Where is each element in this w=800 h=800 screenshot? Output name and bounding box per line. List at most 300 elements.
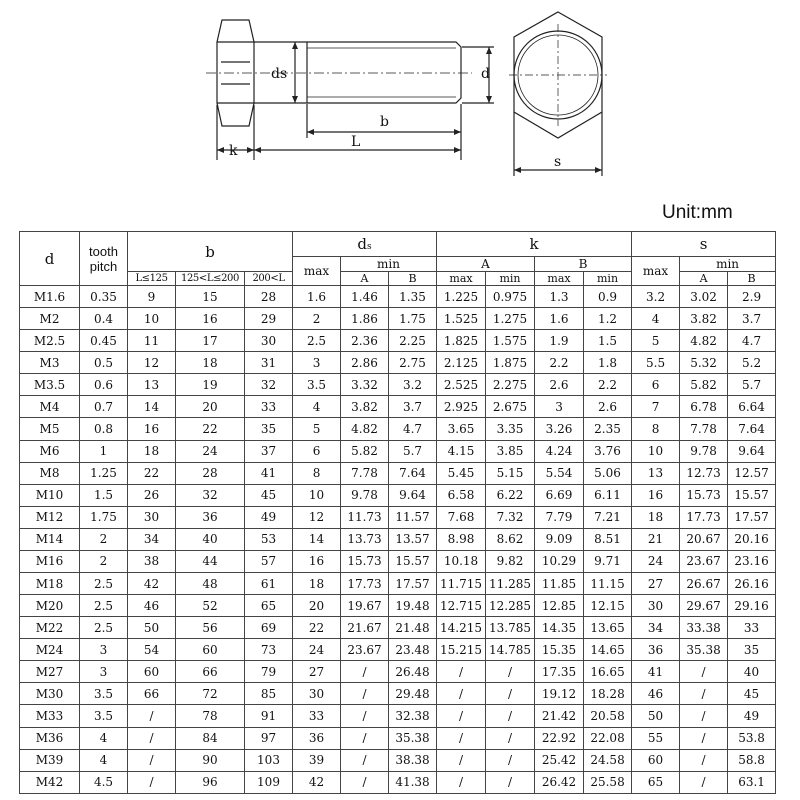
header-k-b-min: min: [584, 272, 632, 286]
table-cell: 23.67: [680, 550, 728, 572]
table-cell: M27: [20, 661, 80, 683]
table-cell: 23.48: [389, 639, 437, 661]
table-cell: 10.29: [535, 550, 584, 572]
table-cell: 1.35: [389, 286, 437, 308]
table-cell: 28: [176, 462, 245, 484]
table-cell: 19.12: [535, 683, 584, 705]
table-cell: 14.785: [486, 639, 535, 661]
table-cell: 22: [293, 617, 341, 639]
table-cell: 3.02: [680, 286, 728, 308]
table-cell: 52: [176, 595, 245, 617]
table-cell: M12: [20, 506, 80, 528]
table-cell: 65: [632, 771, 680, 793]
table-cell: 1.5: [80, 484, 128, 506]
table-cell: 26.48: [389, 661, 437, 683]
table-cell: 18: [293, 573, 341, 595]
table-cell: /: [486, 705, 535, 727]
table-cell: 4.82: [341, 418, 389, 440]
table-cell: 35: [728, 639, 776, 661]
table-cell: 13.65: [584, 617, 632, 639]
table-cell: 7.64: [728, 418, 776, 440]
table-cell: 7.78: [341, 462, 389, 484]
table-cell: 19.67: [341, 595, 389, 617]
table-cell: 7: [632, 396, 680, 418]
table-cell: 0.8: [80, 418, 128, 440]
table-cell: M42: [20, 771, 80, 793]
table-row: [20, 528, 776, 550]
table-cell: 5.45: [437, 462, 486, 484]
header-ds-max: max: [293, 257, 341, 286]
table-cell: /: [128, 749, 176, 771]
table-cell: 38.38: [389, 749, 437, 771]
table-cell: 39: [293, 749, 341, 771]
table-cell: 17.57: [389, 573, 437, 595]
table-cell: /: [341, 771, 389, 793]
table-cell: 2.9: [728, 286, 776, 308]
table-cell: 1.575: [486, 330, 535, 352]
header-s-min-b: B: [728, 272, 776, 286]
table-cell: M33: [20, 705, 80, 727]
table-cell: 2.25: [389, 330, 437, 352]
table-cell: 96: [176, 771, 245, 793]
table-cell: 5.7: [728, 374, 776, 396]
table-row: [20, 418, 776, 440]
table-cell: 2.75: [389, 352, 437, 374]
table-cell: 0.6: [80, 374, 128, 396]
table-cell: 29: [245, 308, 293, 330]
table-cell: 1: [80, 440, 128, 462]
table-cell: 11.85: [535, 573, 584, 595]
header-ds: ds: [293, 232, 437, 257]
table-row: [20, 617, 776, 639]
table-cell: /: [437, 661, 486, 683]
table-cell: 53.8: [728, 727, 776, 749]
table-cell: 40: [728, 661, 776, 683]
table-cell: 63.1: [728, 771, 776, 793]
table-cell: 45: [728, 683, 776, 705]
table-row: [20, 749, 776, 771]
table-cell: /: [128, 771, 176, 793]
table-cell: 2.275: [486, 374, 535, 396]
table-cell: 66: [128, 683, 176, 705]
table-cell: /: [128, 705, 176, 727]
table-cell: 9: [128, 286, 176, 308]
table-cell: 78: [176, 705, 245, 727]
table-cell: 16: [176, 308, 245, 330]
table-cell: 9.64: [728, 440, 776, 462]
table-cell: 4.24: [535, 440, 584, 462]
table-cell: 33: [245, 396, 293, 418]
table-cell: 69: [245, 617, 293, 639]
table-cell: 4: [632, 308, 680, 330]
table-cell: 26.42: [535, 771, 584, 793]
table-cell: 22: [176, 418, 245, 440]
table-cell: 91: [245, 705, 293, 727]
table-cell: 10: [632, 440, 680, 462]
table-cell: 1.225: [437, 286, 486, 308]
table-cell: 7.64: [389, 462, 437, 484]
table-cell: 7.21: [584, 506, 632, 528]
table-cell: 36: [176, 506, 245, 528]
table-cell: 11.15: [584, 573, 632, 595]
table-cell: 12.285: [486, 595, 535, 617]
table-cell: M30: [20, 683, 80, 705]
table-cell: 22: [128, 462, 176, 484]
table-cell: 50: [632, 705, 680, 727]
table-cell: 3.2: [389, 374, 437, 396]
table-cell: 6.58: [437, 484, 486, 506]
table-cell: 2.2: [535, 352, 584, 374]
table-cell: /: [341, 661, 389, 683]
table-cell: 26: [128, 484, 176, 506]
table-cell: 1.46: [341, 286, 389, 308]
header-k-a-min: min: [486, 272, 535, 286]
table-cell: 2.125: [437, 352, 486, 374]
table-cell: 20.58: [584, 705, 632, 727]
table-cell: M22: [20, 617, 80, 639]
table-cell: 1.86: [341, 308, 389, 330]
table-cell: 50: [128, 617, 176, 639]
table-cell: 9.64: [389, 484, 437, 506]
table-cell: 33.38: [680, 617, 728, 639]
table-cell: /: [486, 683, 535, 705]
table-row: [20, 661, 776, 683]
table-cell: /: [437, 683, 486, 705]
table-cell: M4: [20, 396, 80, 418]
table-cell: 10.18: [437, 550, 486, 572]
table-row: [20, 683, 776, 705]
table-cell: 24: [293, 639, 341, 661]
table-cell: 3.26: [535, 418, 584, 440]
table-cell: /: [680, 661, 728, 683]
table-row: [20, 374, 776, 396]
table-cell: 2.5: [80, 573, 128, 595]
table-cell: 5.2: [728, 352, 776, 374]
table-cell: 85: [245, 683, 293, 705]
table-cell: 30: [293, 683, 341, 705]
table-cell: 2: [293, 308, 341, 330]
table-cell: 3.82: [680, 308, 728, 330]
table-cell: 35: [245, 418, 293, 440]
table-cell: 5.54: [535, 462, 584, 484]
table-cell: 2.5: [293, 330, 341, 352]
table-cell: 0.35: [80, 286, 128, 308]
label-L: L: [351, 134, 361, 150]
table-cell: 46: [632, 683, 680, 705]
table-cell: /: [486, 771, 535, 793]
table-row: [20, 308, 776, 330]
table-cell: 7.68: [437, 506, 486, 528]
table-cell: /: [680, 727, 728, 749]
table-cell: 12.715: [437, 595, 486, 617]
table-cell: 2.2: [584, 374, 632, 396]
table-cell: 9.09: [535, 528, 584, 550]
table-cell: 38: [128, 550, 176, 572]
table-cell: 25.42: [535, 749, 584, 771]
table-cell: 79: [245, 661, 293, 683]
table-cell: 2: [80, 550, 128, 572]
table-cell: 17: [176, 330, 245, 352]
table-row: [20, 484, 776, 506]
table-cell: 17.35: [535, 661, 584, 683]
table-cell: 5: [632, 330, 680, 352]
table-cell: 1.6: [535, 308, 584, 330]
table-row: [20, 330, 776, 352]
table-cell: 5.06: [584, 462, 632, 484]
table-cell: 14.215: [437, 617, 486, 639]
table-cell: 3.65: [437, 418, 486, 440]
table-cell: 12.73: [680, 462, 728, 484]
table-cell: 8.51: [584, 528, 632, 550]
table-cell: 6.69: [535, 484, 584, 506]
table-cell: 16: [128, 418, 176, 440]
table-cell: 35.38: [389, 727, 437, 749]
header-b: b: [128, 232, 293, 272]
table-cell: 35.38: [680, 639, 728, 661]
table-cell: 34: [128, 528, 176, 550]
table-cell: 3.5: [293, 374, 341, 396]
table-cell: 32.38: [389, 705, 437, 727]
table-cell: 4.7: [728, 330, 776, 352]
table-cell: 37: [245, 440, 293, 462]
table-cell: 4: [293, 396, 341, 418]
header-b-l125-200: 125<L≤200: [176, 272, 245, 286]
table-cell: M36: [20, 727, 80, 749]
header-s-min-a: A: [680, 272, 728, 286]
table-cell: 13: [632, 462, 680, 484]
table-cell: 27: [632, 573, 680, 595]
table-cell: 6.78: [680, 396, 728, 418]
table-cell: 23.67: [341, 639, 389, 661]
table-cell: 2.35: [584, 418, 632, 440]
table-cell: 0.9: [584, 286, 632, 308]
label-ds: ds: [271, 66, 288, 82]
table-cell: 4.5: [80, 771, 128, 793]
table-cell: 14.65: [584, 639, 632, 661]
table-cell: 18: [632, 506, 680, 528]
table-cell: 26.67: [680, 573, 728, 595]
label-s: s: [554, 154, 562, 170]
table-cell: 20.16: [728, 528, 776, 550]
table-cell: 8.62: [486, 528, 535, 550]
label-b: b: [380, 114, 389, 130]
table-cell: 19.48: [389, 595, 437, 617]
table-cell: /: [128, 727, 176, 749]
label-k: k: [229, 143, 238, 159]
table-cell: 72: [176, 683, 245, 705]
table-row: [20, 705, 776, 727]
table-cell: 26.16: [728, 573, 776, 595]
table-cell: 17.73: [341, 573, 389, 595]
table-cell: 33: [728, 617, 776, 639]
table-cell: 29.16: [728, 595, 776, 617]
table-cell: 13: [128, 374, 176, 396]
table-row: [20, 573, 776, 595]
table-cell: 24: [632, 550, 680, 572]
table-cell: 42: [128, 573, 176, 595]
table-cell: /: [341, 683, 389, 705]
table-cell: 0.975: [486, 286, 535, 308]
table-cell: 9.78: [341, 484, 389, 506]
table-cell: 2.36: [341, 330, 389, 352]
table-cell: M18: [20, 573, 80, 595]
table-cell: 12.85: [535, 595, 584, 617]
table-cell: 42: [293, 771, 341, 793]
table-cell: 3.5: [80, 705, 128, 727]
table-row: [20, 550, 776, 572]
table-cell: 36: [293, 727, 341, 749]
table-cell: 8: [632, 418, 680, 440]
table-cell: 17.73: [680, 506, 728, 528]
table-cell: 28: [245, 286, 293, 308]
table-cell: 46: [128, 595, 176, 617]
table-cell: 16: [632, 484, 680, 506]
header-k-b-max: max: [535, 272, 584, 286]
table-cell: 6.22: [486, 484, 535, 506]
table-cell: 55: [632, 727, 680, 749]
table-cell: 3: [535, 396, 584, 418]
table-cell: M20: [20, 595, 80, 617]
bolt-technical-drawing: [0, 0, 800, 200]
table-cell: 3.82: [341, 396, 389, 418]
table-cell: 3.2: [632, 286, 680, 308]
table-cell: /: [437, 705, 486, 727]
table-cell: 6.64: [728, 396, 776, 418]
table-cell: M3: [20, 352, 80, 374]
table-cell: 1.525: [437, 308, 486, 330]
table-cell: 33: [293, 705, 341, 727]
table-cell: 29.67: [680, 595, 728, 617]
table-cell: 3.7: [728, 308, 776, 330]
table-cell: 7.78: [680, 418, 728, 440]
table-cell: 11.715: [437, 573, 486, 595]
table-cell: 53: [245, 528, 293, 550]
table-cell: 14: [293, 528, 341, 550]
table-cell: 103: [245, 749, 293, 771]
table-cell: /: [486, 749, 535, 771]
table-cell: 2.5: [80, 595, 128, 617]
table-cell: /: [680, 705, 728, 727]
table-cell: 2.675: [486, 396, 535, 418]
table-cell: 6: [293, 440, 341, 462]
table-cell: 1.9: [535, 330, 584, 352]
table-cell: 4.15: [437, 440, 486, 462]
table-cell: 22.92: [535, 727, 584, 749]
table-cell: /: [437, 727, 486, 749]
table-cell: 1.2: [584, 308, 632, 330]
table-cell: 21.67: [341, 617, 389, 639]
table-cell: 15.73: [341, 550, 389, 572]
table-cell: 6.11: [584, 484, 632, 506]
table-cell: 65: [245, 595, 293, 617]
table-cell: 32: [176, 484, 245, 506]
table-cell: 10: [293, 484, 341, 506]
table-cell: 3: [80, 661, 128, 683]
table-cell: /: [680, 683, 728, 705]
table-cell: 12: [128, 352, 176, 374]
table-cell: 109: [245, 771, 293, 793]
table-cell: 1.25: [80, 462, 128, 484]
table-cell: 20: [176, 396, 245, 418]
header-k-a-max: max: [437, 272, 486, 286]
table-cell: 32: [245, 374, 293, 396]
table-cell: 27: [293, 661, 341, 683]
table-cell: /: [341, 749, 389, 771]
table-cell: 13.57: [389, 528, 437, 550]
table-cell: 57: [245, 550, 293, 572]
table-row: [20, 771, 776, 793]
table-cell: 11.73: [341, 506, 389, 528]
table-cell: 61: [245, 573, 293, 595]
table-cell: 0.7: [80, 396, 128, 418]
table-cell: 3.85: [486, 440, 535, 462]
header-k-grade-a: A: [437, 257, 535, 272]
table-cell: 15.35: [535, 639, 584, 661]
header-ds-min-a: A: [341, 272, 389, 286]
table-cell: 5.7: [389, 440, 437, 462]
table-row: [20, 396, 776, 418]
header-k: k: [437, 232, 632, 257]
table-cell: /: [680, 771, 728, 793]
table-cell: 31: [245, 352, 293, 374]
table-row: [20, 506, 776, 528]
table-cell: 24.58: [584, 749, 632, 771]
table-cell: 48: [176, 573, 245, 595]
header-s-min: min: [680, 257, 776, 272]
table-cell: 66: [176, 661, 245, 683]
header-s: s: [632, 232, 776, 257]
table-cell: 21: [632, 528, 680, 550]
table-cell: 1.3: [535, 286, 584, 308]
table-cell: 34: [632, 617, 680, 639]
table-cell: 2.5: [80, 617, 128, 639]
table-cell: 15: [176, 286, 245, 308]
table-cell: 73: [245, 639, 293, 661]
table-cell: /: [680, 749, 728, 771]
table-cell: M14: [20, 528, 80, 550]
table-cell: 30: [245, 330, 293, 352]
table-cell: M2: [20, 308, 80, 330]
table-cell: 20: [293, 595, 341, 617]
table-cell: 2.6: [584, 396, 632, 418]
table-cell: 1.275: [486, 308, 535, 330]
table-row: [20, 727, 776, 749]
table-row: [20, 440, 776, 462]
table-cell: 49: [728, 705, 776, 727]
table-cell: 30: [632, 595, 680, 617]
table-cell: 49: [245, 506, 293, 528]
table-cell: 18.28: [584, 683, 632, 705]
table-cell: 16.65: [584, 661, 632, 683]
table-cell: /: [341, 705, 389, 727]
table-cell: 7.32: [486, 506, 535, 528]
table-cell: 41: [632, 661, 680, 683]
table-cell: M24: [20, 639, 80, 661]
table-cell: M5: [20, 418, 80, 440]
table-cell: 1.75: [389, 308, 437, 330]
table-cell: 3.32: [341, 374, 389, 396]
unit-label: Unit:mm: [662, 202, 733, 223]
table-cell: 0.5: [80, 352, 128, 374]
table-row: [20, 352, 776, 374]
table-cell: 2.525: [437, 374, 486, 396]
table-cell: 5.5: [632, 352, 680, 374]
table-cell: 45: [245, 484, 293, 506]
header-ds-min-b: B: [389, 272, 437, 286]
table-cell: 21.48: [389, 617, 437, 639]
table-cell: 4: [80, 727, 128, 749]
table-cell: 2.86: [341, 352, 389, 374]
